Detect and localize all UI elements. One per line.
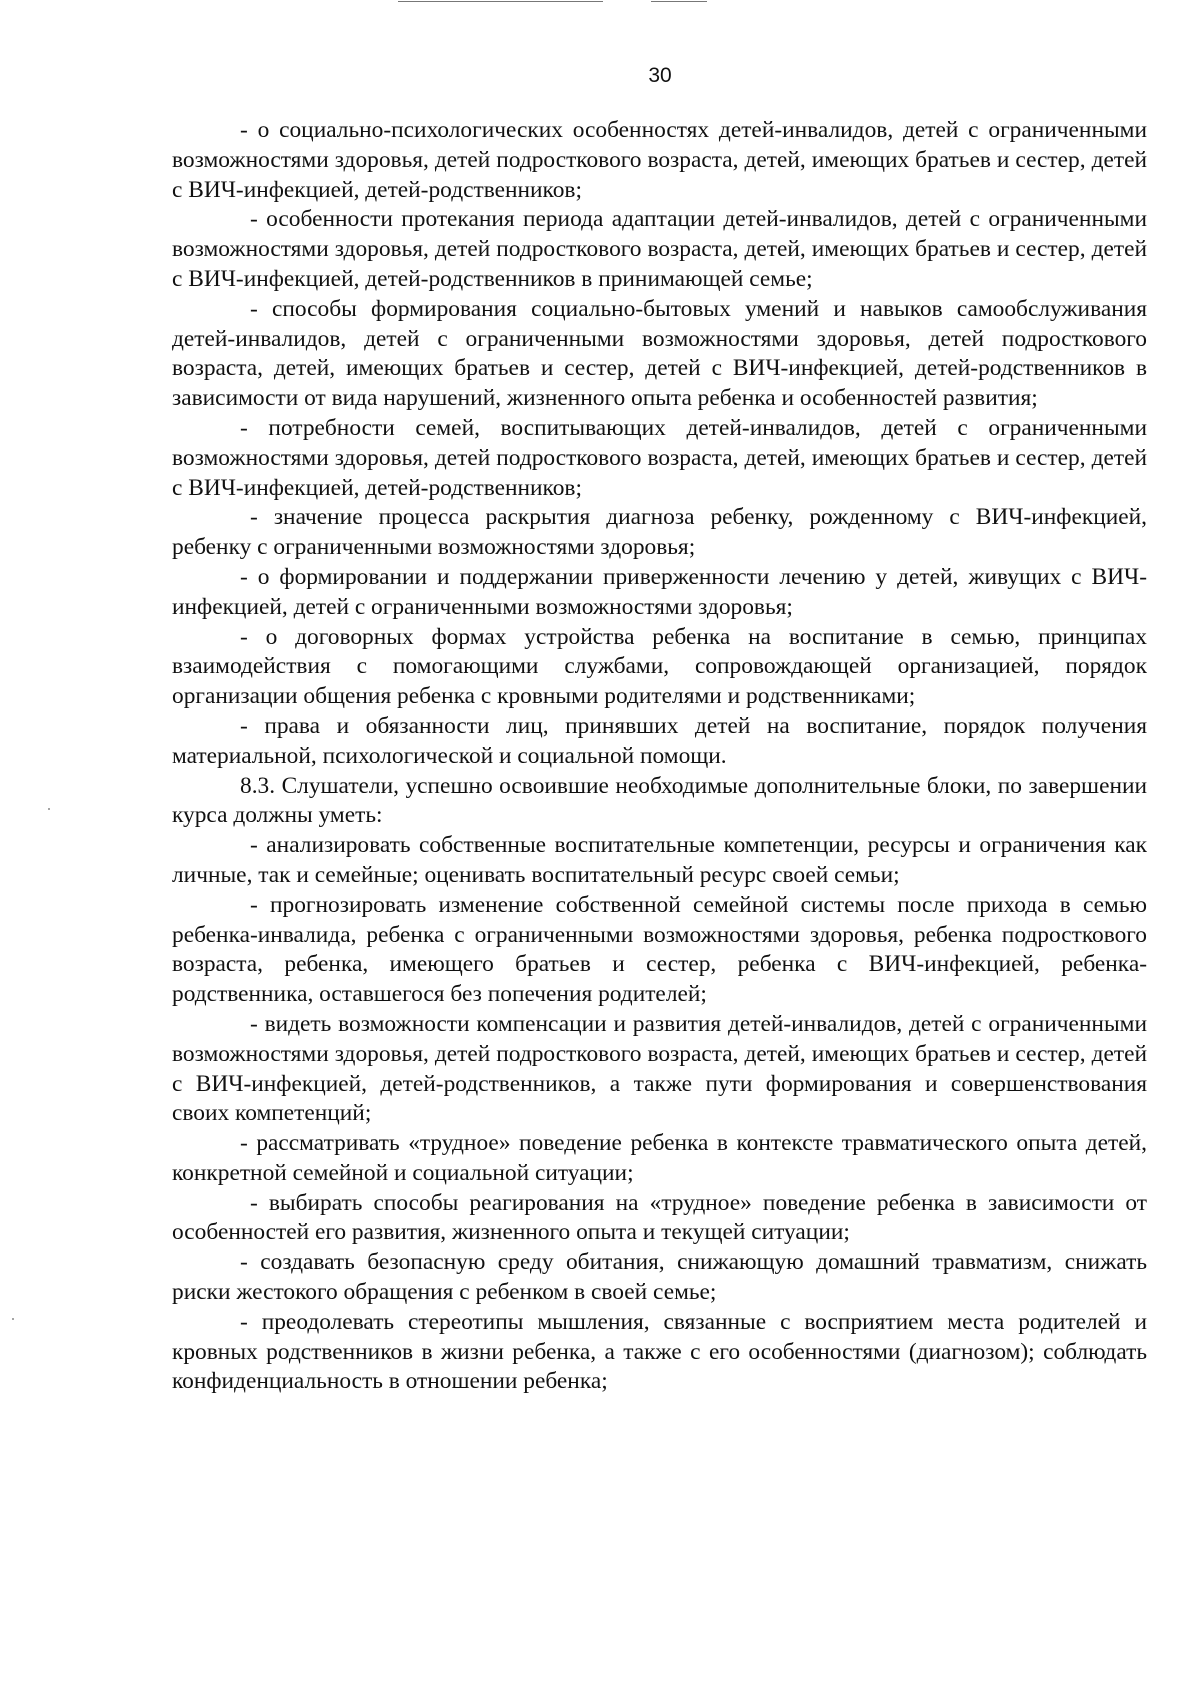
scan-edge-line <box>651 1 707 2</box>
scan-speck <box>12 1318 14 1320</box>
document-body <box>172 116 1147 1397</box>
paragraph-compensation-development: - видеть возможности компенсации и развития детей-инвалидов, детей с ограниченными возможностями здоровья, детей подросткового возраста, детей, имеющих братьев и сестер, детей с ВИЧ-инфекцией, детей-родственников, а также пути формирования и совершенствования своих компетенций; <box>172 1010 1147 1127</box>
paragraph-difficult-behavior-context: - рассматривать «трудное» поведение ребенка в контексте травматического опыта детей, конкретной семейной и социальной ситуации; <box>172 1130 1147 1186</box>
scan-edge-line <box>398 1 603 2</box>
paragraph-self-care-skills: - способы формирования социально-бытовых умений и навыков самообслуживания детей-инвалидов, детей с ограниченными возможностями здоровья, детей подросткового возраста, детей, имеющих братьев и сестер, детей с ВИЧ-инфекцией, детей-родственников в зависимости от вида нарушений, жизненного опыта ребенка и особенностей развития; <box>172 295 1147 412</box>
scan-top-edge-marks <box>0 0 1200 6</box>
paragraph-analyze-competencies: - анализировать собственные воспитательные компетенции, ресурсы и ограничения как личные, так и семейные; оценивать воспитательный ресурс своей семьи; <box>172 832 1147 888</box>
scan-speck <box>48 808 50 810</box>
page-number: 30 <box>648 64 672 87</box>
paragraph-safe-environment: - создавать безопасную среду обитания, снижающую домашний травматизм, снижать риски жестокого обращения с ребенком в своей семье; <box>172 1249 1147 1306</box>
paragraph-contractual-forms: - о договорных формах устройства ребенка на воспитание в семью, принципах взаимодействия с помогающими службами, сопровождающей организацией, порядок организации общения ребенка с кровными родителями и родственниками; <box>172 623 1147 710</box>
paragraph-adaptation-period: - особенности протекания периода адаптации детей-инвалидов, детей с ограниченными возможностями здоровья, детей подросткового возраста, детей, имеющих братьев и сестер, детей с ВИЧ-инфекцией, детей-родственников в принимающей семье; <box>172 206 1147 292</box>
paragraph-response-methods: - выбирать способы реагирования на «трудное» поведение ребенка в зависимости от особенностей его развития, жизненного опыта и текущей ситуации; <box>172 1189 1147 1246</box>
paragraph-social-psychological-features: - о социально-психологических особенностях детей-инвалидов, детей с ограниченными возможностями здоровья, детей подросткового возраста, детей, имеющих братьев и сестер, детей с ВИЧ-инфекцией, детей-родственников; <box>172 117 1147 203</box>
paragraph-diagnosis-disclosure: - значение процесса раскрытия диагноза ребенку, рожденному с ВИЧ-инфекцией, ребенку с ограниченными возможностями здоровья; <box>172 504 1147 561</box>
paragraph-rights-and-duties: - права и обязанности лиц, принявших детей на воспитание, порядок получения материальной, психологической и социальной помощи. <box>172 712 1147 769</box>
paragraph-forecast-family-system: - прогнозировать изменение собственной семейной системы после прихода в семью ребенка-инвалида, ребенка с ограниченными возможностями здоровья, ребенка подросткового возраста, ребенка, имеющего братьев и сестер, ребенка с ВИЧ-инфекцией, ребенка-родственника, оставшегося без попечения родителей; <box>172 891 1147 1008</box>
paragraph-section-8-3: 8.3. Слушатели, успешно освоившие необходимые дополнительные блоки, по завершении курса должны уметь: <box>172 772 1147 829</box>
paragraph-overcome-stereotypes: - преодолевать стереотипы мышления, связанные с восприятием места родителей и кровных родственников в жизни ребенка, а также с его особенностями (диагнозом); соблюдать конфиденциальность в отношении ребенка; <box>172 1308 1147 1395</box>
paragraph-treatment-adherence: - о формировании и поддержании приверженности лечению у детей, живущих с ВИЧ-инфекцией, детей с ограниченными возможностями здоровья; <box>172 563 1147 620</box>
paragraph-family-needs: - потребности семей, воспитывающих детей-инвалидов, детей с ограниченными возможностями здоровья, детей подросткового возраста, детей, имеющих братьев и сестер, детей с ВИЧ-инфекцией, детей-родственников; <box>172 414 1147 501</box>
